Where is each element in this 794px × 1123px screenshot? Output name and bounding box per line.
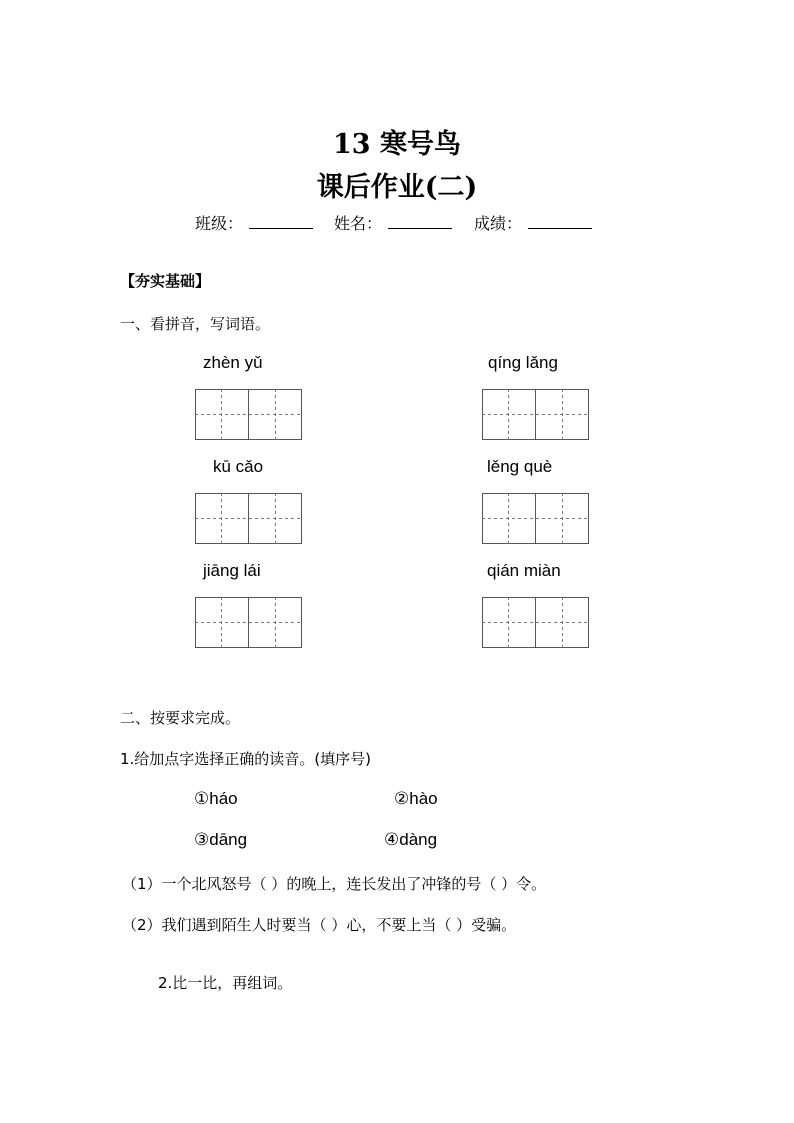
sentence-2: （2）我们遇到陌生人时要当（ ）心，不要上当（ ）受骗。 [122,916,517,934]
name-blank[interactable] [388,213,452,229]
sentence-1: （1）一个北风怒号（ ）的晚上，连长发出了冲锋的号（ ）令。 [122,875,547,893]
part1-heading: 一、看拼音，写词语。 [120,315,271,333]
option-2: ②hào [394,789,438,808]
part2-heading: 二、按要求完成。 [120,709,241,727]
pinyin-label: jiāng lái [203,561,261,580]
name-field [334,211,452,234]
pinyin-label: lěng què [487,457,553,476]
writing-grid[interactable] [482,493,589,544]
pinyin-label: qíng lǎng [488,353,558,372]
page-title: 13 寒号鸟 [333,129,461,160]
option-3: ③dāng [194,830,248,849]
score-field [474,211,592,234]
q2-prompt: 2.比一比，再组词。 [158,974,293,992]
pinyin-label: kū cǎo [213,457,264,476]
class-field [195,211,313,234]
option-1: ①háo [194,789,238,808]
pinyin-label: qián miàn [487,561,561,580]
score-label: 成绩： [474,214,523,233]
page-subtitle: 课后作业(二) [316,172,478,203]
class-label: 班级： [195,214,244,233]
class-blank[interactable] [249,213,313,229]
writing-grid[interactable] [195,493,302,544]
option-4: ④dàng [384,830,438,849]
writing-grid[interactable] [482,389,589,440]
writing-grid[interactable] [195,597,302,648]
writing-grid[interactable] [195,389,302,440]
score-blank[interactable] [528,213,592,229]
q1-prompt: 1.给加点字选择正确的读音。(填序号) [120,750,372,768]
pinyin-label: zhèn yǔ [203,353,263,372]
writing-grid[interactable] [482,597,589,648]
section-label: 【夯实基础】 [120,272,211,290]
name-label: 姓名： [334,214,383,233]
